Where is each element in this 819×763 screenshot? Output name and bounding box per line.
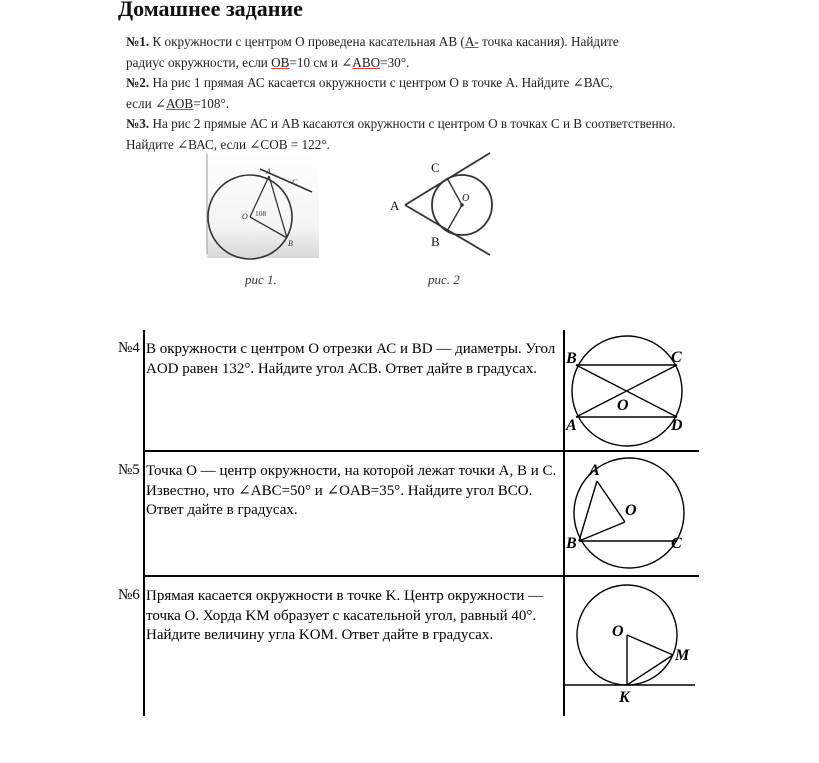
task-3-text: На рис 2 прямые АС и АВ касаются окружности с центром О в точках С и В соответственно.	[149, 116, 676, 131]
figure-1	[200, 150, 320, 260]
figure-5	[565, 455, 699, 573]
fig4-label-o: O	[617, 397, 629, 414]
task-5-text: Точка О — центр окружности, на которой лежат точки A, B и C. Известно, что ∠ABC=50° и ∠OAB=35°. Найдите угол BCO. Ответ дайте в градусах.	[146, 463, 557, 518]
fig6-chord-km	[627, 655, 673, 685]
task-5-number: №5	[118, 462, 140, 478]
fig2-label-a: A	[390, 198, 400, 213]
table-divider-left	[143, 330, 145, 716]
task-2-line-1	[126, 73, 786, 94]
fig4-label-b: B	[566, 350, 577, 367]
table-row-separator	[143, 575, 699, 577]
figure-2-caption: рис. 2	[428, 272, 460, 287]
fig6-radius-om	[627, 635, 673, 655]
fig2-label-b: B	[431, 234, 440, 249]
task-1-underlined: АВО	[352, 54, 381, 70]
task-list	[126, 32, 786, 155]
task-1-text: =10 см и ∠	[289, 54, 353, 70]
fig1-label-o: O	[242, 212, 248, 221]
task-3-number: №3.	[126, 116, 150, 131]
fig4-label-a: A	[566, 417, 577, 434]
task-1-underlined: А-	[464, 34, 479, 49]
fig6-label-k: K	[619, 689, 630, 706]
task-1-number: №1.	[126, 34, 150, 49]
fig4-label-c: C	[671, 349, 682, 366]
figure-2	[385, 150, 500, 260]
fig5-label-o: O	[625, 502, 637, 519]
task-4-text: В окружности с центром О отрезки АС и BD — диаметры. Угол AOD равен 132°. Найдите угол АСВ. Ответ дайте в градусах.	[146, 341, 556, 377]
fig5-segment-bo	[579, 522, 625, 541]
task-1-text: К окружности с центром О проведена касательная АВ (	[149, 34, 465, 49]
task-3-line-1	[126, 114, 786, 135]
fig5-label-a: A	[589, 462, 600, 479]
fig2-label-c: C	[431, 160, 440, 175]
task-1-line-2	[126, 53, 786, 74]
task-2-underlined: АОВ	[166, 95, 194, 111]
fig1-label-b: B	[288, 239, 293, 248]
task-1-text: точка касания). Найдите	[478, 34, 619, 49]
fig1-label-a: A	[266, 167, 271, 176]
fig1-label-c: C	[292, 178, 298, 187]
figure-1-caption: рис 1.	[245, 272, 277, 287]
fig5-chord-ab	[579, 481, 597, 541]
task-3-text: Найдите ∠ВАС, если ∠СОВ = 122°.	[126, 136, 330, 152]
figure-4	[565, 333, 699, 448]
task-2-line-2	[126, 94, 786, 115]
task-6-text: Прямая касается окружности в точке K. Центр окружности — точка O. Хорда KM образует с касательной угол, равный 40°. Найдите величину угла KOM. Ответ дайте в градусах.	[146, 588, 544, 643]
fig5-label-b: B	[566, 535, 577, 552]
task-1-underlined: ОВ	[271, 54, 290, 70]
fig2-radius-oc	[447, 178, 462, 205]
task-6-number: №6	[118, 587, 140, 603]
fig1-angle-label: 108	[255, 209, 267, 218]
fig2-radius-ob	[447, 205, 462, 231]
fig4-label-d: D	[671, 417, 683, 434]
task-1-line-1	[126, 32, 786, 53]
fig5-label-c: C	[671, 535, 682, 552]
task-1-text: =30°.	[380, 54, 410, 70]
task-2-text: На рис 1 прямая АС касается окружности с центром О в точке А. Найдите ∠ВАС,	[149, 75, 613, 90]
task-4-number: №4	[118, 340, 140, 356]
table-row-separator	[143, 450, 699, 452]
fig5-segment-ao	[597, 481, 625, 522]
fig6-label-o: O	[612, 623, 624, 640]
figure-6	[565, 580, 699, 710]
fig6-label-m: M	[675, 647, 690, 664]
task-2-text: =108°.	[193, 95, 230, 111]
page-title: Домашнее задание	[118, 0, 303, 21]
task-2-number: №2.	[126, 75, 150, 90]
fig2-label-o: O	[462, 193, 470, 204]
task-1-text: радиус окружности, если	[126, 54, 272, 70]
task-2-text: если ∠	[126, 95, 167, 111]
